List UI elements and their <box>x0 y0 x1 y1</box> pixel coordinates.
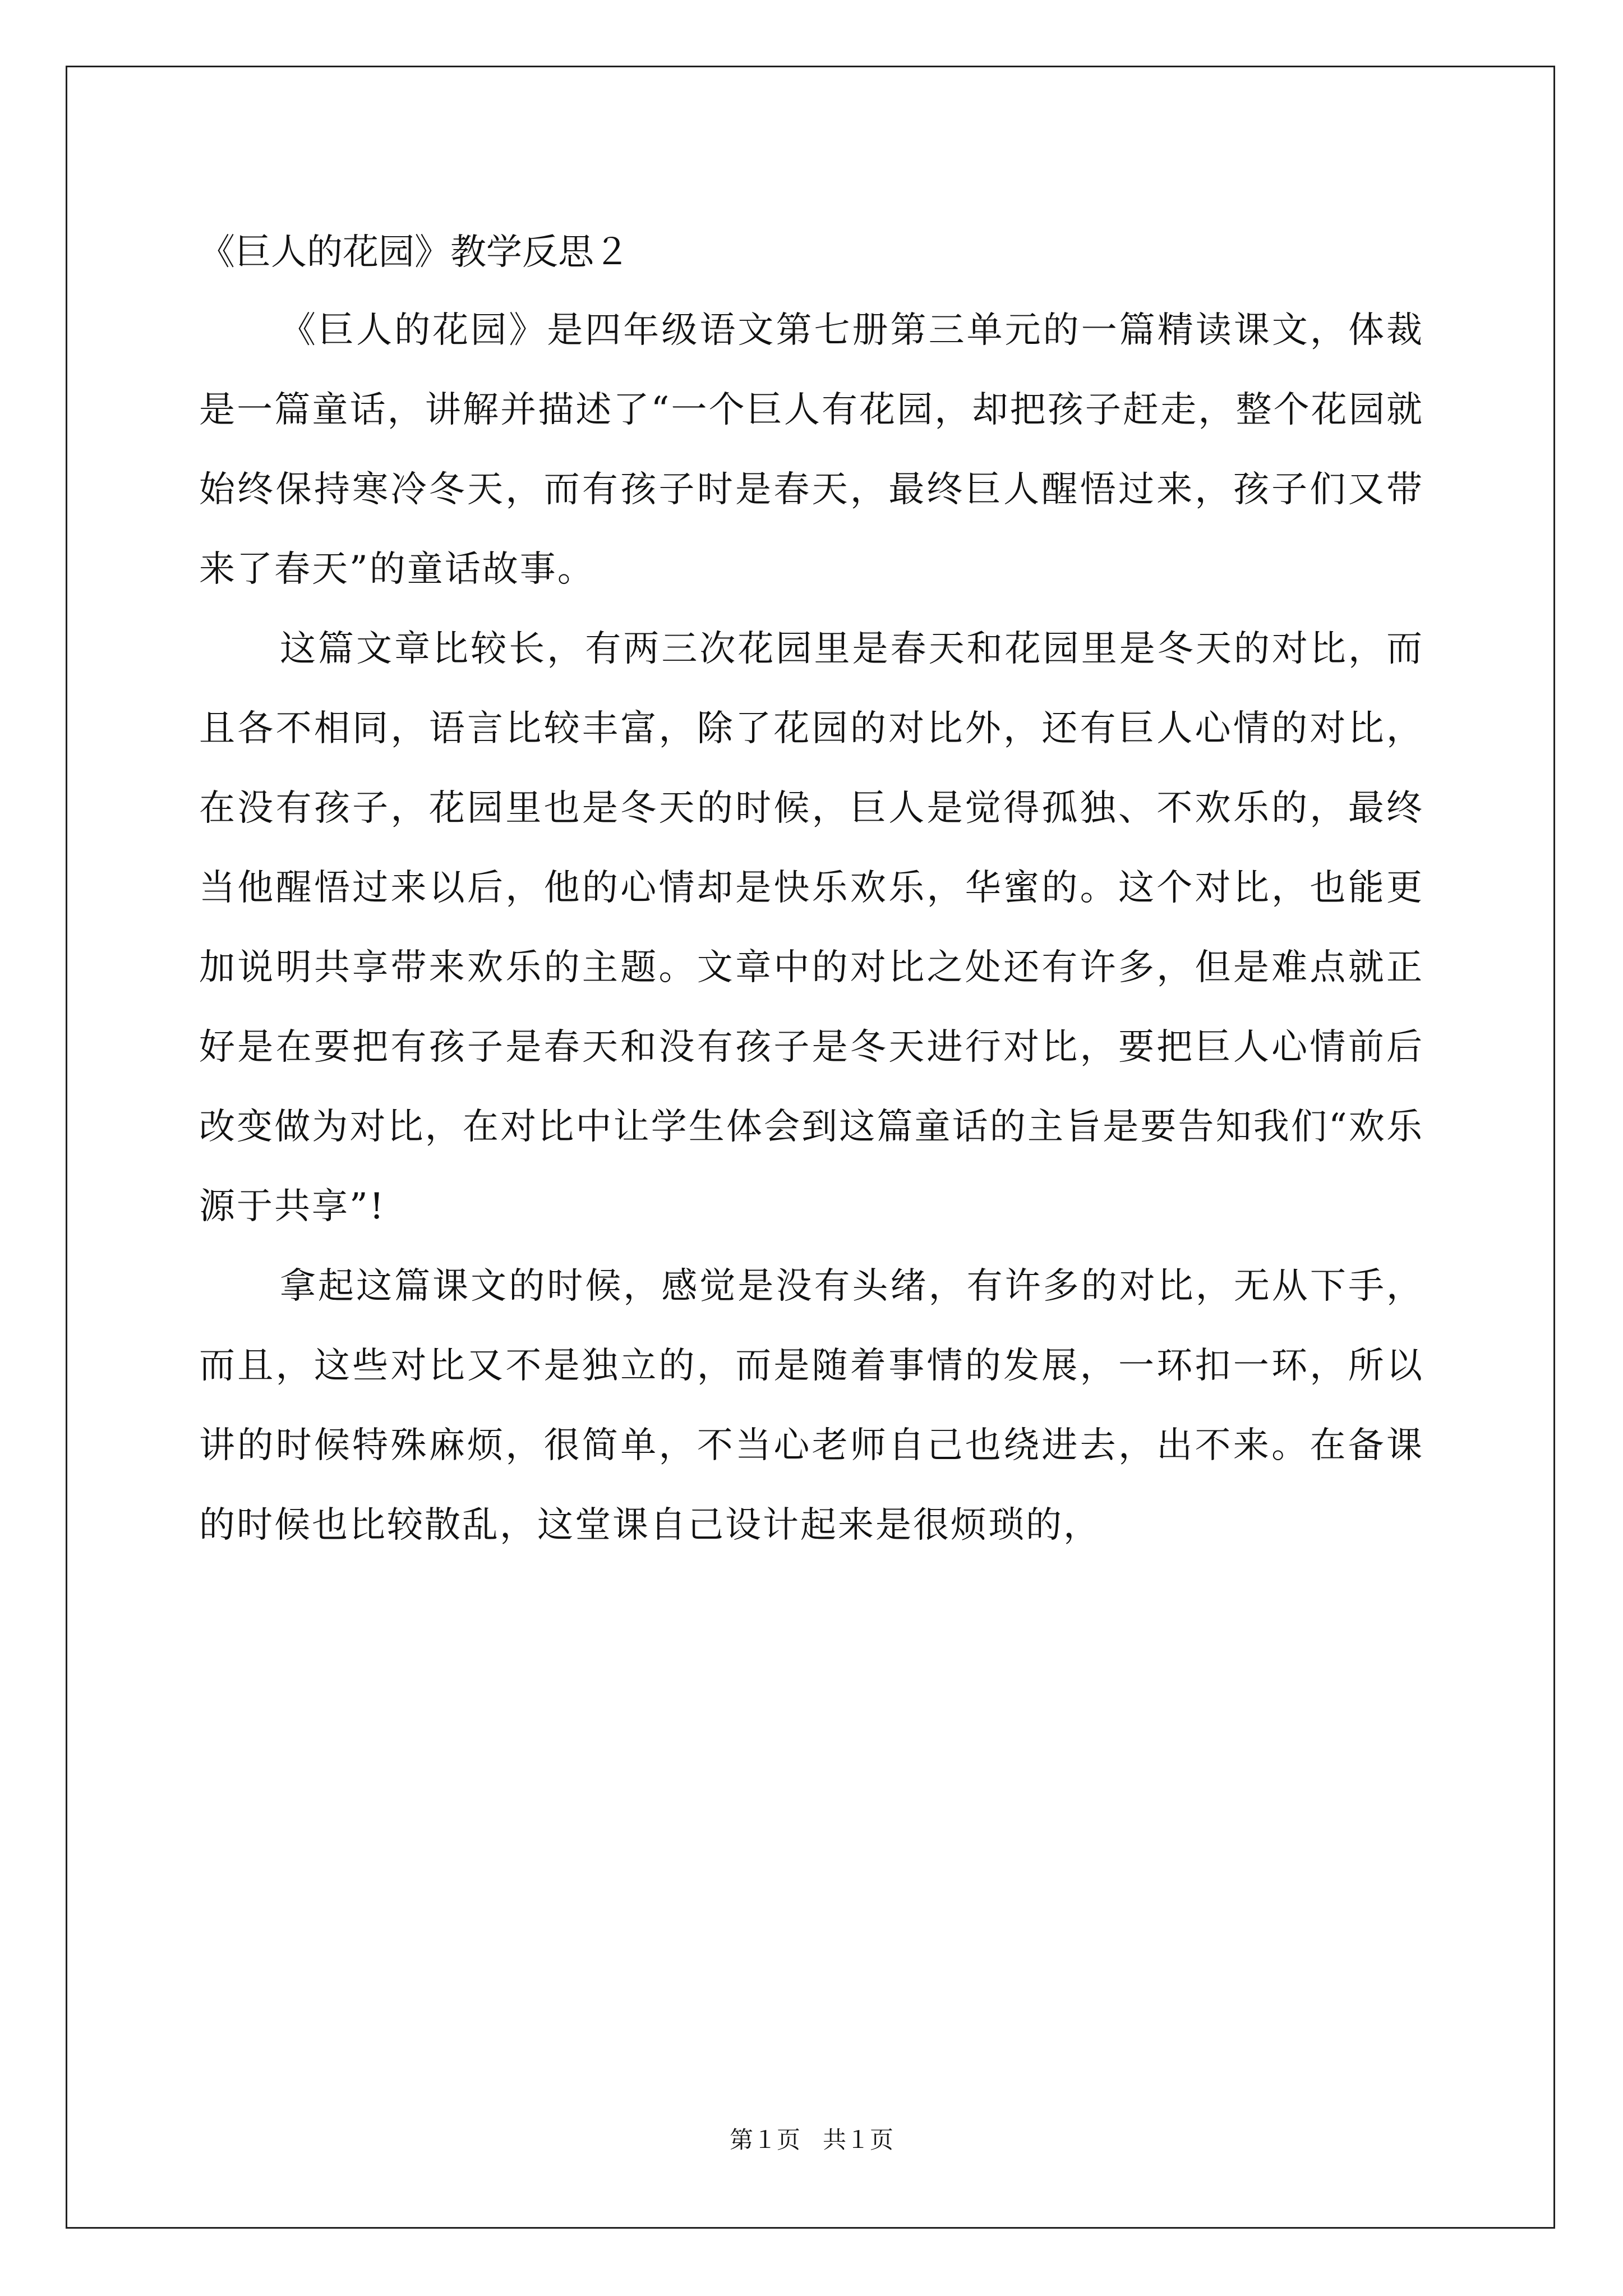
document-body <box>199 291 1424 1565</box>
page-footer: 第１页 共１页 <box>729 2126 894 2154</box>
paragraph-2: 这篇文章比较长，有两三次花园里是春天和花园里是冬天的对比，而且各不相同，语言比较丰富，除了花园的对比外，还有巨人心情的对比，在没有孩子，花园里也是冬天的时候，巨人是觉得孤独、不欢乐的，最终当他醒悟过来以后，他的心情却是快乐欢乐，华蜜的。这个对比，也能更加说明共享带来欢乐的主题。文章中的对比之处还有许多，但是难点就正好是在要把有孩子是春天和没有孩子是冬天进行对比，要把巨人心情前后改变做为对比，在对比中让学生体会到这篇童话的主旨是要告知我们“欢乐源于共享”! <box>199 628 1424 1227</box>
document-title: 《巨人的花园》教学反思２ <box>199 232 630 273</box>
paragraph-3: 拿起这篇课文的时候，感觉是没有头绪，有许多的对比，无从下手，而且，这些对比又不是独立的，而是随着事情的发展，一环扣一环，所以讲的时候特殊麻烦，很简单，不当心老师自己也绕进去，出不来。在备课的时候也比较散乱，这堂课自己设计起来是很烦琐的， <box>199 1266 1424 1546</box>
paragraph-1: 《巨人的花园》是四年级语文第七册第三单元的一篇精读课文，体裁是一篇童话，讲解并描述了“一个巨人有花园，却把孩子赶走，整个花园就始终保持寒冷冬天，而有孩子时是春天，最终巨人醒悟过来，孩子们又带来了春天”的童话故事。 <box>199 310 1424 590</box>
